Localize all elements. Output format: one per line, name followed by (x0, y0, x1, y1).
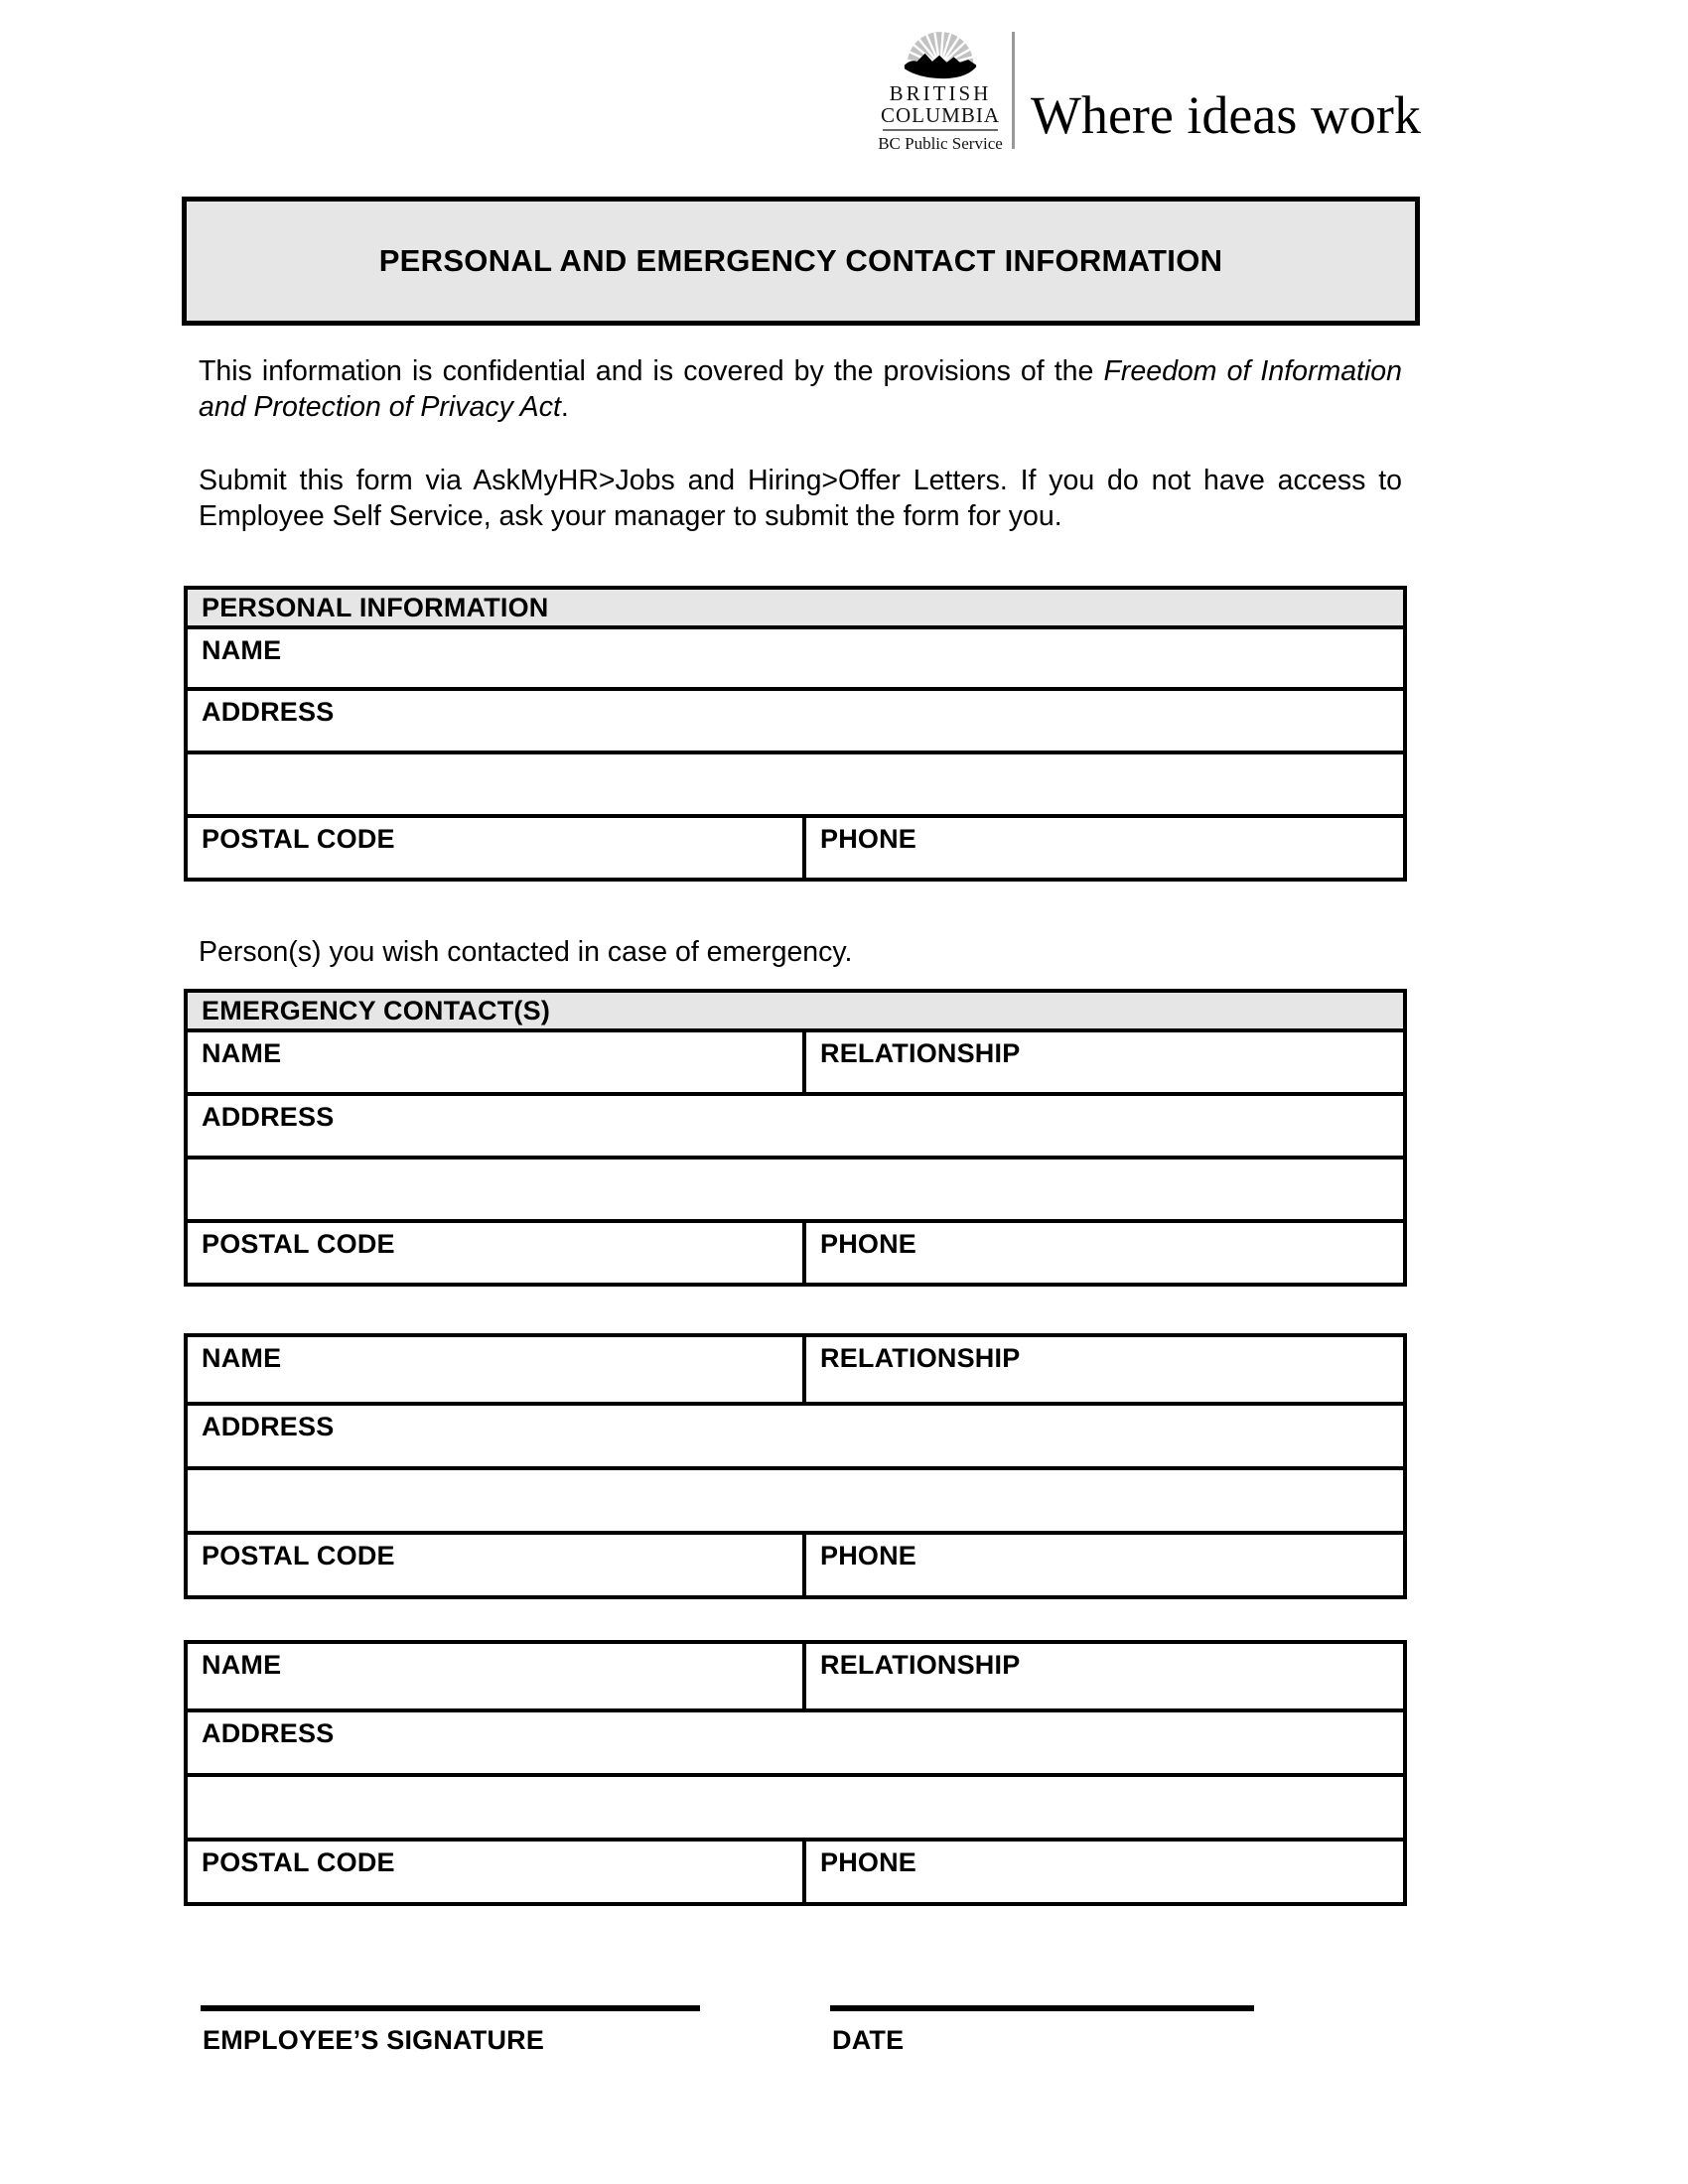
personal-phone-field[interactable] (806, 818, 1403, 878)
name-label: NAME (202, 1343, 282, 1373)
personal-postal-code-field[interactable] (188, 818, 806, 878)
employee-signature-label: EMPLOYEE’S SIGNATURE (203, 2025, 545, 2055)
confidentiality-period: . (560, 391, 569, 423)
brand-british: BRITISH (889, 81, 992, 105)
contact1-address2-field[interactable] (188, 1156, 1403, 1219)
postal-code-label: POSTAL CODE (202, 1229, 395, 1259)
emergency-contact-2-table (184, 1333, 1407, 1599)
contact2-relationship-field[interactable] (806, 1337, 1403, 1402)
phone-label: PHONE (820, 824, 917, 854)
table-row (188, 814, 1403, 878)
table-row (188, 1531, 1403, 1595)
brand-subtitle: BC Public Service (878, 134, 1003, 153)
name-label: NAME (202, 635, 282, 665)
phone-label: PHONE (820, 1847, 917, 1877)
table-row (188, 1337, 1403, 1402)
contact3-relationship-field[interactable] (806, 1644, 1403, 1708)
name-label: NAME (202, 1038, 282, 1068)
page-title: PERSONAL AND EMERGENCY CONTACT INFORMATION (182, 197, 1420, 326)
address-label: ADDRESS (202, 1412, 335, 1441)
brand-rule (883, 129, 998, 131)
phone-label: PHONE (820, 1541, 917, 1570)
contact1-name-field[interactable] (188, 1032, 806, 1092)
personal-info-header-label: PERSONAL INFORMATION (202, 593, 549, 622)
emergency-contacts-header-label: EMERGENCY CONTACT(S) (202, 996, 551, 1025)
contact1-address-field[interactable] (188, 1092, 1403, 1156)
table-row (188, 1838, 1403, 1902)
brand-columbia: COLUMBIA (880, 103, 1000, 127)
date-line[interactable] (830, 2005, 1254, 2011)
emergency-contact-1-table (184, 989, 1407, 1287)
contact2-address-field[interactable] (188, 1402, 1403, 1466)
contact3-name-field[interactable] (188, 1644, 806, 1708)
emergency-contacts-header (188, 993, 1403, 1028)
personal-address2-field[interactable] (188, 751, 1403, 814)
contact3-address2-field[interactable] (188, 1773, 1403, 1838)
confidentiality-paragraph (199, 353, 1402, 425)
logo-divider (1012, 32, 1015, 149)
bc-logo (871, 24, 1010, 153)
bc-sunrise-mountains-icon (899, 24, 982, 79)
table-row (188, 1219, 1403, 1283)
contact2-name-field[interactable] (188, 1337, 806, 1402)
contact3-postal-code-field[interactable] (188, 1842, 806, 1902)
personal-name-field[interactable] (188, 625, 1403, 687)
contact1-phone-field[interactable] (806, 1223, 1403, 1283)
privacy-act-italic: Freedom of Information and Protection of Privacy Act (199, 355, 1403, 423)
postal-code-label: POSTAL CODE (202, 1847, 395, 1877)
date-label: DATE (832, 2025, 905, 2055)
table-row (188, 1028, 1403, 1092)
phone-label: PHONE (820, 1229, 917, 1259)
relationship-label: RELATIONSHIP (820, 1650, 1021, 1680)
address-label: ADDRESS (202, 697, 335, 727)
contact2-postal-code-field[interactable] (188, 1535, 806, 1595)
name-label: NAME (202, 1650, 282, 1680)
address-label: ADDRESS (202, 1718, 335, 1748)
tagline: Where ideas work (1031, 85, 1421, 145)
address-label: ADDRESS (202, 1102, 335, 1132)
confidentiality-text: This information is confidential and is covered by the provisions of the (199, 355, 1104, 387)
submission-paragraph: Submit this form via AskMyHR>Jobs and Hiring>Offer Letters. If you do not have access to Employee Self Service, ask your manager to submit the form for you. (199, 465, 1402, 532)
postal-code-label: POSTAL CODE (202, 824, 395, 854)
table-row (188, 1644, 1403, 1708)
employee-signature-line[interactable] (201, 2005, 700, 2011)
contact1-relationship-field[interactable] (806, 1032, 1403, 1092)
contact3-address-field[interactable] (188, 1708, 1403, 1773)
emergency-contact-3-table (184, 1640, 1407, 1906)
contact2-phone-field[interactable] (806, 1535, 1403, 1595)
relationship-label: RELATIONSHIP (820, 1038, 1021, 1068)
contact2-address2-field[interactable] (188, 1466, 1403, 1531)
relationship-label: RELATIONSHIP (820, 1343, 1021, 1373)
emergency-note: Person(s) you wish contacted in case of emergency. (199, 936, 853, 968)
postal-code-label: POSTAL CODE (202, 1541, 395, 1570)
contact1-postal-code-field[interactable] (188, 1223, 806, 1283)
personal-info-table (184, 586, 1407, 882)
personal-address-field[interactable] (188, 687, 1403, 751)
personal-info-header (188, 590, 1403, 625)
contact3-phone-field[interactable] (806, 1842, 1403, 1902)
